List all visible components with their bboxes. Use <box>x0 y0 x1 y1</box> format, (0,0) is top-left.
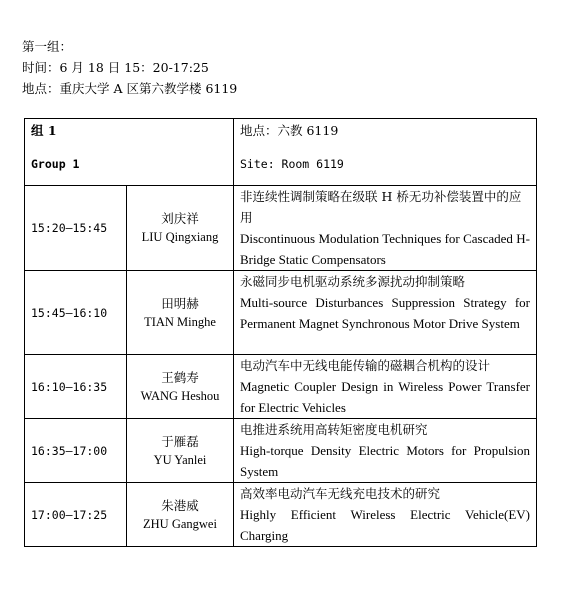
site-cell <box>234 119 537 186</box>
talk-title-cell <box>234 186 537 271</box>
talk-title-cell <box>234 419 537 483</box>
presenter-name-zh: 王鹤寿 <box>161 369 199 385</box>
table-header-row <box>25 119 537 186</box>
table-row <box>25 483 537 547</box>
talk-title-en: High-torque Density Electric Motors for Propulsion System <box>240 443 530 479</box>
presenter-cell <box>127 419 234 483</box>
site-label-en: Site: Room 6119 <box>240 157 344 171</box>
presenter-cell <box>127 271 234 355</box>
time-cell: 15:20–15:45 <box>25 186 127 271</box>
table-row <box>25 271 537 355</box>
talk-title-zh: 永磁同步电机驱动系统多源扰动抑制策略 <box>240 274 466 289</box>
presenter-cell <box>127 186 234 271</box>
presenter-cell <box>127 355 234 419</box>
group-label-en: Group 1 <box>31 157 80 171</box>
session-time: 时间：6 月 18 日 15：20-17:25 <box>22 60 209 75</box>
presenter-name-zh: 于雁磊 <box>161 433 199 449</box>
group-label-zh: 组 1 <box>31 123 57 138</box>
presenter-name-zh: 刘庆祥 <box>161 211 199 226</box>
schedule-table <box>24 118 537 547</box>
talk-title-en: Highly Efficient Wireless Electric Vehicle(EV) Charging <box>240 507 530 543</box>
presenter-name-zh: 田明赫 <box>161 295 199 311</box>
group-heading: 第一组： <box>22 39 73 54</box>
presenter-name-en: LIU Qingxiang <box>141 230 219 244</box>
presenter-name-zh: 朱港威 <box>161 497 199 513</box>
table-row <box>25 355 537 419</box>
talk-title-zh: 电动汽车中无线电能传输的磁耦合机构的设计 <box>240 358 491 373</box>
time-cell: 17:00–17:25 <box>25 483 127 547</box>
talk-title-en: Magnetic Coupler Design in Wireless Power Transfer for Electric Vehicles <box>240 379 530 415</box>
presenter-name-en: TIAN Minghe <box>144 314 216 329</box>
presenter-name-en: YU Yanlei <box>153 452 207 467</box>
presenter-cell <box>127 483 234 547</box>
talk-title-en: Multi-source Disturbances Suppression Strategy for Permanent Magnet Synchronous Motor Drive System <box>240 295 530 331</box>
talk-title-zh: 电推进系统用高转矩密度电机研究 <box>240 422 428 437</box>
talk-title-cell <box>234 483 537 547</box>
table-row <box>25 186 537 271</box>
session-location: 地点：重庆大学 A 区第六教学楼 6119 <box>22 81 238 96</box>
talk-title-zh: 高效率电动汽车无线充电技术的研究 <box>240 486 441 501</box>
table-row <box>25 419 537 483</box>
talk-title-cell <box>234 355 537 419</box>
time-cell: 16:10–16:35 <box>25 355 127 419</box>
site-label-zh: 地点：六教 6119 <box>240 123 339 138</box>
session-header <box>22 36 237 99</box>
presenter-name-en: WANG Heshou <box>140 388 220 403</box>
talk-title-zh: 非连续性调制策略在级联 H 桥无功补偿装置中的应用 <box>240 189 522 225</box>
time-cell: 16:35–17:00 <box>25 419 127 483</box>
group-cell <box>25 119 234 186</box>
talk-title-cell <box>234 271 537 355</box>
presenter-name-en: ZHU Gangwei <box>143 516 217 531</box>
talk-title-en: Discontinuous Modulation Techniques for Cascaded H-Bridge Static Compensators <box>240 231 530 267</box>
time-cell: 15:45–16:10 <box>25 271 127 355</box>
